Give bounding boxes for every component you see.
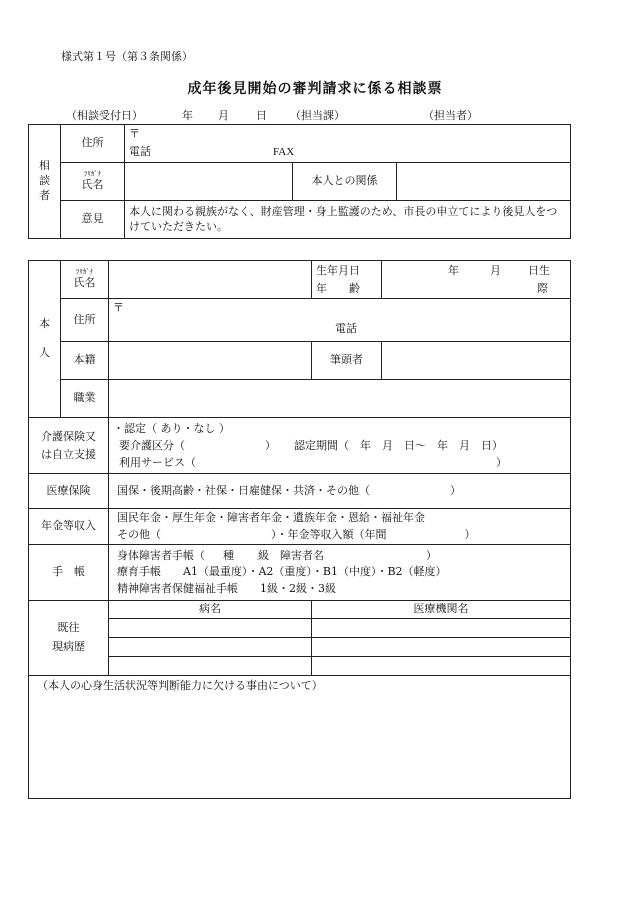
consultant-postal-mark: 〒 <box>129 127 140 140</box>
page-title: 成年後見開始の審判請求に係る相談票 <box>187 81 443 97</box>
pension-field[interactable] <box>109 509 571 545</box>
principal-name-text: 氏名 <box>73 275 96 289</box>
consultant-name-field[interactable] <box>125 163 293 201</box>
principal-domicile-field[interactable] <box>109 342 312 380</box>
form-number: 様式第１号（第３条関係） <box>61 50 193 63</box>
physical-handbook-grade: 級 障害者名 <box>258 548 324 562</box>
medical-insurance-field[interactable] <box>109 474 571 509</box>
disease-field-3[interactable] <box>109 657 312 676</box>
principal-head-label: 筆頭者 <box>312 342 382 380</box>
reception-date-label: （相談受付日） <box>66 109 143 122</box>
disease-header: 病名 <box>109 601 312 619</box>
principal-phone-label: 電話 <box>335 321 357 335</box>
pension-options: 国民年金・厚生年金・障害者年金・遺族年金・恩給・福祉年金 <box>117 511 425 524</box>
consultant-table <box>28 124 571 239</box>
reception-month: 月 <box>218 109 229 122</box>
hospital-field-1[interactable] <box>312 619 571 638</box>
hospital-field-3[interactable] <box>312 657 571 676</box>
hospital-header: 医療機関名 <box>312 601 571 619</box>
medical-insurance-options: 国保・後期高齢・社保・日雇健保・共済・その他（ <box>117 483 370 497</box>
principal-birth-year: 年 <box>448 263 459 277</box>
mental-handbook: 精神障害者保健福祉手帳 1級・2級・3級 <box>117 581 336 595</box>
principal-birth-day: 日生 <box>528 263 550 277</box>
physical-handbook-label: 身体障害者手帳（ <box>117 548 205 562</box>
medical-history-label <box>29 601 109 676</box>
consultant-phone-label: 電話 <box>129 144 151 158</box>
medical-insurance-label: 医療保険 <box>29 474 109 509</box>
care-level-close: ） <box>265 438 276 452</box>
pension-label: 年金等収入 <box>29 509 109 545</box>
principal-address-field[interactable] <box>109 299 571 342</box>
care-level-label: 要介護区分（ <box>119 438 185 452</box>
principal-furigana: ﾌﾘｶﾞﾅ <box>75 267 94 276</box>
principal-job-field[interactable] <box>109 380 571 418</box>
consultant-address-field[interactable] <box>125 125 571 163</box>
principal-side-text: 本 人 <box>39 316 50 360</box>
consultant-fax-label: FAX <box>273 145 295 158</box>
care-service-label: 利用サービス（ <box>119 456 196 470</box>
consultant-relation-label: 本人との関係 <box>293 163 397 201</box>
principal-birthdate-label: 生年月日 <box>316 263 360 277</box>
mental-status-field[interactable] <box>29 676 571 799</box>
physical-handbook-type: 種 <box>223 548 234 562</box>
principal-address-label: 住所 <box>61 299 109 342</box>
pension-income-label: ）・年金等収入額（年間 <box>271 527 387 541</box>
consultant-opinion-text: 本人に関わる親族がなく、財産管理・身上監護のため、市長の申立てにより後見人をつけていただきたい。 <box>125 201 571 239</box>
principal-head-field[interactable] <box>382 342 571 380</box>
care-insurance-text: 介護保険又 は自立支援 <box>41 429 96 461</box>
disease-field-2[interactable] <box>109 638 312 657</box>
handbook-field[interactable] <box>109 545 571 601</box>
pension-other-label: その他（ <box>117 527 161 541</box>
mental-status-note: （本人の心身生活状況等判断能力に欠ける事由について） <box>37 679 323 692</box>
principal-table <box>28 260 571 799</box>
disease-field-1[interactable] <box>109 619 312 638</box>
care-service-close: ） <box>496 456 507 470</box>
medical-history-text: 既往 現病歴 <box>52 621 85 653</box>
care-insurance-field[interactable] <box>109 418 571 474</box>
care-period: 認定期間（ 年 月 日～ 年 月 日） <box>294 438 503 452</box>
consultant-side-text: 相 談 者 <box>39 159 50 202</box>
hospital-field-2[interactable] <box>312 638 571 657</box>
principal-side-label <box>29 261 61 418</box>
principal-age-label: 年 齢 <box>316 281 360 295</box>
consultant-address-label: 住所 <box>61 125 125 163</box>
principal-birth-month: 月 <box>490 263 501 277</box>
principal-postal-mark: 〒 <box>113 301 124 314</box>
handbook-label: 手 帳 <box>29 545 109 601</box>
pension-income-close: ） <box>464 527 476 541</box>
consultant-side-label <box>29 125 61 239</box>
care-cert: ・認定（ あり・なし ） <box>113 421 230 435</box>
care-insurance-label <box>29 418 109 474</box>
principal-birth-age-label <box>312 261 382 299</box>
principal-name-label <box>61 261 109 299</box>
principal-birth-age-field[interactable] <box>382 261 571 299</box>
consultant-name-text: 氏名 <box>81 177 104 191</box>
principal-age-unit: 際 <box>537 281 548 295</box>
reception-year: 年 <box>182 109 193 122</box>
medical-insurance-close: ） <box>450 483 461 497</box>
consultant-relation-field[interactable] <box>397 163 571 201</box>
consultant-name-label <box>61 163 125 201</box>
reception-person-label: （担当者） <box>423 109 478 122</box>
principal-name-field[interactable] <box>109 261 312 299</box>
principal-job-label: 職業 <box>61 380 109 418</box>
reception-section-label: （担当課） <box>290 109 345 122</box>
consultant-furigana: ﾌﾘｶﾞﾅ <box>83 169 102 178</box>
principal-domicile-label: 本籍 <box>61 342 109 380</box>
physical-handbook-close: ） <box>426 548 437 562</box>
rehab-handbook: 療育手帳 A1（最重度）・A2（重度）・B1（中度）・B2（軽度） <box>117 565 447 579</box>
consultant-opinion-label: 意見 <box>61 201 125 239</box>
reception-day: 日 <box>256 109 267 122</box>
